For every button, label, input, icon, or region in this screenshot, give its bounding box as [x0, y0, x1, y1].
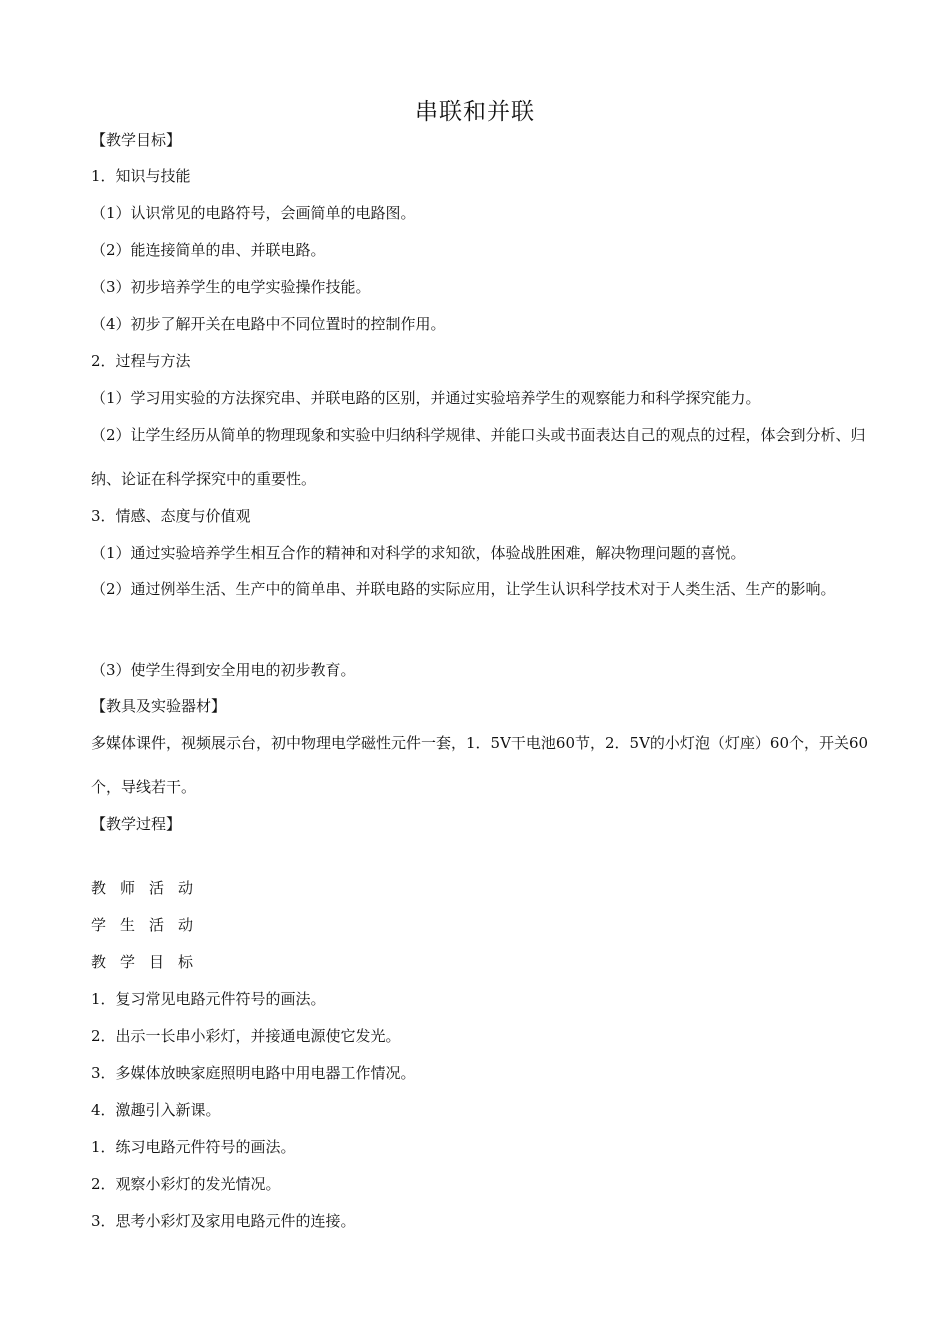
emotion-item: （1）通过实验培养学生相互合作的精神和对科学的求知欲，体验战胜困难，解决物理问题的喜悦。	[91, 544, 746, 562]
knowledge-heading: 1．知识与技能	[91, 167, 191, 185]
student-activity-item: 1．练习电路元件符号的画法。	[91, 1138, 296, 1156]
knowledge-item: （2）能连接简单的串、并联电路。	[91, 241, 326, 259]
table-header-teacher: 教师活动	[91, 879, 208, 897]
teacher-activity-item: 3．多媒体放映家庭照明电路中用电器工作情况。	[91, 1064, 416, 1082]
knowledge-item: （1）认识常见的电路符号，会画简单的电路图。	[91, 204, 416, 222]
knowledge-item: （3）初步培养学生的电学实验操作技能。	[91, 278, 371, 296]
goals-heading: 【教学目标】	[91, 131, 182, 149]
student-activity-item: 3．思考小彩灯及家用电路元件的连接。	[91, 1212, 356, 1230]
materials-text: 多媒体课件，视频展示台，初中物理电学磁性元件一套，1．5V干电池60节，2．5V的小灯泡（灯座）60个，开关60个，导线若干。	[91, 734, 869, 796]
teaching-process-heading: 【教学过程】	[91, 815, 182, 833]
table-header-student: 学生活动	[91, 916, 208, 934]
knowledge-item: （4）初步了解开关在电路中不同位置时的控制作用。	[91, 315, 446, 333]
process-item: （2）让学生经历从简单的物理现象和实验中归纳科学规律、并能口头或书面表达自己的观点的过程，体会到分析、归纳、论证在科学探究中的重要性。	[91, 426, 866, 488]
emotion-item: （3）使学生得到安全用电的初步教育。	[91, 661, 356, 679]
process-item: （1）学习用实验的方法探究串、并联电路的区别，并通过实验培养学生的观察能力和科学探究能力。	[91, 389, 761, 407]
teacher-activity-item: 4．激趣引入新课。	[91, 1101, 221, 1119]
process-heading: 2．过程与方法	[91, 352, 191, 370]
teacher-activity-item: 2．出示一长串小彩灯，并接通电源使它发光。	[91, 1027, 401, 1045]
materials-heading: 【教具及实验器材】	[91, 697, 227, 715]
table-header-goal: 教学目标	[91, 953, 208, 971]
student-activity-item: 2．观察小彩灯的发光情况。	[91, 1175, 281, 1193]
teacher-activity-item: 1．复习常见电路元件符号的画法。	[91, 990, 326, 1008]
page-title: 串联和并联	[415, 99, 535, 125]
emotion-item: （2）通过例举生活、生产中的简单串、并联电路的实际应用，让学生认识科学技术对于人类生活、生产的影响。	[91, 580, 836, 598]
emotion-heading: 3．情感、态度与价值观	[91, 507, 251, 525]
